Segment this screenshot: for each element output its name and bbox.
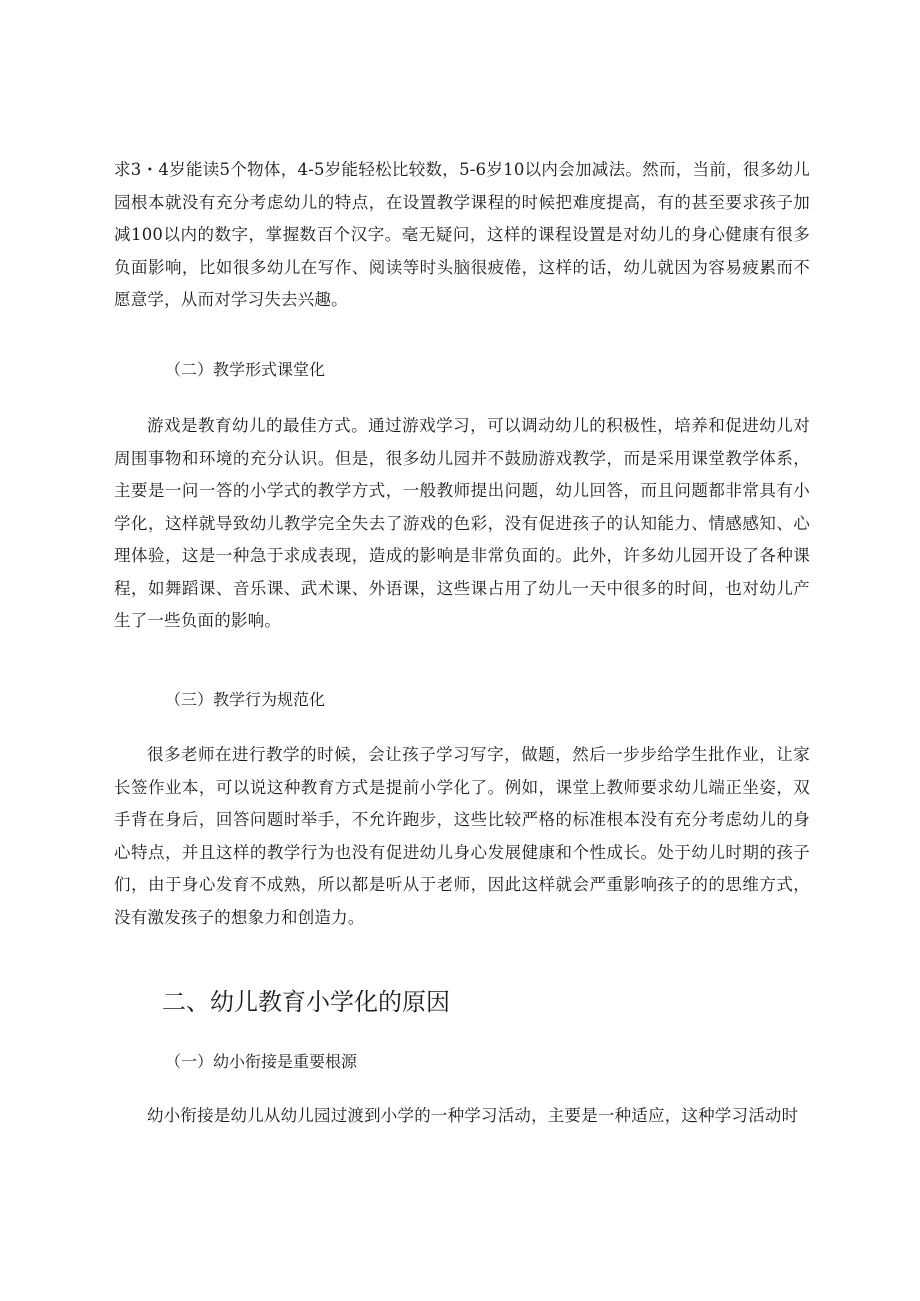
paragraph-continued: 求3・4岁能读5个物体，4-5岁能轻松比较数，5-6岁10以内会加减法。然而，当前，很多幼儿园根本就没有充分考虑幼儿的特点，在设置教学课程的时候把难度提高，有的甚至要求孩子加减100以内的数字，掌握数百个汉字。毫无疑问，这样的课程设置是对幼儿的身心健康有很多负面影响，比如很多幼儿在写作、阅读等时头脑很疲倦，这样的话，幼儿就因为容易疲累而不愿意学，从而对学习失去兴趣。	[114, 160, 810, 309]
subheading-teaching-behavior: （三）教学行为规范化	[165, 690, 326, 709]
paragraph-teaching-behavior: 很多老师在进行教学的时候，会让孩子学习写字，做题，然后一步步给学生批作业，让家长签作业本，可以说这种教育方式是提前小学化了。例如，课堂上教师要求幼儿端正坐姿，双手背在身后，回答问题时举手，不允许跑步，这些比较严格的标准根本没有充分考虑幼儿的身心特点，并且这样的教学行为也没有促进幼儿身心发展健康和个性成长。处于幼儿时期的孩子们，由于身心发育不成熟，所以都是听从于老师，因此这样就会严重影响孩子的的思维方式，没有激发孩子的想象力和创造力。	[114, 745, 810, 927]
subheading-teaching-form: （二）教学形式课堂化	[165, 360, 326, 379]
paragraph-transition: 幼小衔接是幼儿从幼儿园过渡到小学的一种学习活动，主要是一种适应，这种学习活动时	[147, 1106, 799, 1125]
subheading-transition: （一）幼小衔接是重要根源	[165, 1052, 358, 1071]
section-heading-causes: 二、幼儿教育小学化的原因	[162, 988, 450, 1016]
paragraph-teaching-form: 游戏是教育幼儿的最佳方式。通过游戏学习，可以调动幼儿的积极性，培养和促进幼儿对周围事物和环境的充分认识。但是，很多幼儿园并不鼓励游戏教学，而是采用课堂教学体系，主要是一问一答的小学式的教学方式，一般教师提出问题，幼儿回答，而且问题都非常具有小学化，这样就导致幼儿教学完全失去了游戏的色彩，没有促进孩子的认知能力、情感感知、心理体验，这是一种急于求成表现，造成的影响是非常负面的。此外，许多幼儿园开设了各种课程，如舞蹈课、音乐课、武术课、外语课，这些课占用了幼儿一天中很多的时间，也对幼儿产生了一些负面的影响。	[114, 416, 810, 630]
